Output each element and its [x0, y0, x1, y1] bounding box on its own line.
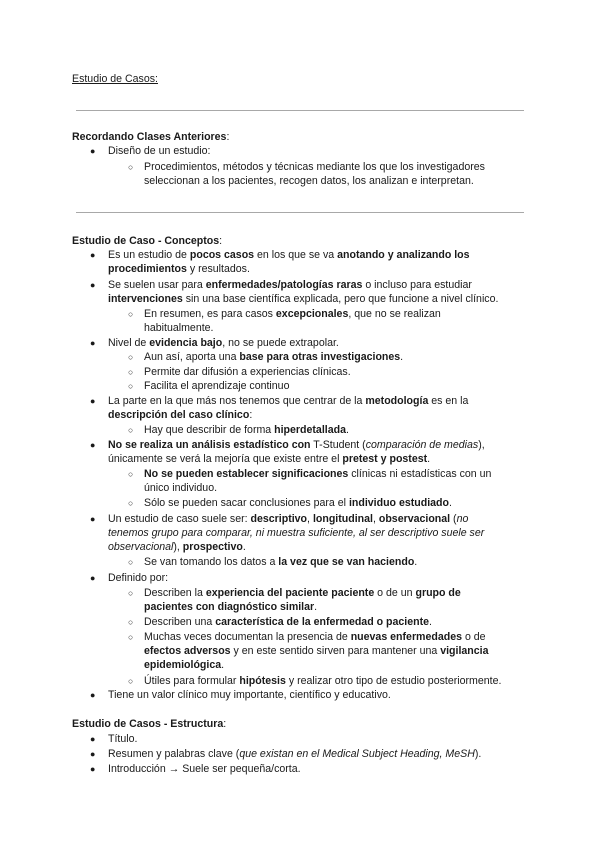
list-item: Resumen y palabras clave (que existan en el Medical Subject Heading, MeSH).: [108, 748, 482, 760]
section-heading-recordando: Recordando Clases Anteriores:: [72, 131, 230, 143]
sub-bullet-icon: ○: [128, 498, 134, 508]
bullet-icon: ●: [90, 573, 96, 583]
list-item-text: pacientes con diagnóstico similar.: [144, 601, 318, 613]
list-item-text: seleccionan a los pacientes, recogen datos, los analizan e interpretan.: [144, 175, 474, 187]
sub-bullet-icon: ○: [128, 425, 134, 435]
list-item-text: intervenciones sin una base científica explicada, pero que funcione a nivel clínico.: [108, 293, 499, 305]
list-item-text: efectos adversos y en este sentido sirven para mantener una vigilancia: [144, 645, 489, 657]
sub-bullet-icon: ○: [128, 588, 134, 598]
list-item-text: únicamente se verá la mejoría que existe entre el pretest y postest.: [108, 453, 431, 465]
list-item-text: epidemiológica.: [144, 659, 225, 671]
bullet-icon: ●: [90, 734, 96, 744]
list-item: Útiles para formular hipótesis y realizar otro tipo de estudio posteriormente.: [144, 675, 502, 687]
list-item: No se pueden establecer significaciones clínicas ni estadísticas con un: [144, 468, 492, 480]
list-item: En resumen, es para casos excepcionales, que no se realizan: [144, 308, 441, 320]
list-item-text: único individuo.: [144, 482, 218, 494]
list-item: Diseño de un estudio:: [108, 145, 211, 157]
bullet-icon: ●: [90, 146, 96, 156]
list-item: Nivel de evidencia bajo, no se puede extrapolar.: [108, 337, 339, 349]
bullet-icon: ●: [90, 440, 96, 450]
bullet-icon: ●: [90, 749, 96, 759]
list-item: Tiene un valor clínico muy importante, científico y educativo.: [108, 689, 391, 701]
list-item: Aun así, aporta una base para otras investigaciones.: [144, 351, 404, 363]
list-item-text: observacional), prospectivo.: [108, 541, 246, 553]
document-title: Estudio de Casos:: [72, 73, 158, 85]
list-item: La parte en la que más nos tenemos que centrar de la metodología es en la: [108, 395, 469, 407]
sub-bullet-icon: ○: [128, 617, 134, 627]
list-item-text: procedimientos y resultados.: [108, 263, 250, 275]
bullet-icon: ●: [90, 396, 96, 406]
sub-bullet-icon: ○: [128, 367, 134, 377]
divider: [76, 212, 524, 213]
bullet-icon: ●: [90, 764, 96, 774]
sub-bullet-icon: ○: [128, 162, 134, 172]
sub-bullet-icon: ○: [128, 676, 134, 686]
list-item-text: Procedimientos, métodos y técnicas mediante los que los investigadores: [144, 161, 485, 173]
divider: [76, 110, 524, 111]
bullet-icon: ●: [90, 690, 96, 700]
sub-bullet-icon: ○: [128, 469, 134, 479]
list-item: Facilita el aprendizaje continuo: [144, 380, 290, 392]
list-item: No se realiza un análisis estadístico con T-Student (comparación de medias),: [108, 439, 485, 451]
sub-bullet-icon: ○: [128, 352, 134, 362]
bullet-icon: ●: [90, 338, 96, 348]
list-item: Título.: [108, 733, 138, 745]
bullet-icon: ●: [90, 514, 96, 524]
sub-bullet-icon: ○: [128, 381, 134, 391]
list-item: Permite dar difusión a experiencias clínicas.: [144, 366, 351, 378]
list-item: Sólo se pueden sacar conclusiones para el individuo estudiado.: [144, 497, 452, 509]
list-item: Hay que describir de forma hiperdetallada.: [144, 424, 349, 436]
list-item: Se van tomando los datos a la vez que se van haciendo.: [144, 556, 418, 568]
bullet-icon: ●: [90, 250, 96, 260]
list-item: Muchas veces documentan la presencia de nuevas enfermedades o de: [144, 631, 486, 643]
section-heading-conceptos: Estudio de Caso - Conceptos:: [72, 235, 223, 247]
list-item: Describen una característica de la enfermedad o paciente.: [144, 616, 432, 628]
list-item: Se suelen usar para enfermedades/patologías raras o incluso para estudiar: [108, 279, 472, 291]
list-item: Es un estudio de pocos casos en los que se va anotando y analizando los: [108, 249, 470, 261]
bullet-icon: ●: [90, 280, 96, 290]
sub-bullet-icon: ○: [128, 309, 134, 319]
list-item-text: descripción del caso clínico:: [108, 409, 253, 421]
list-item-text: tenemos grupo para comparar, ni muestra suficiente, al ser descriptivo suele ser: [108, 527, 485, 539]
list-item: Un estudio de caso suele ser: descriptivo, longitudinal, observacional (no: [108, 513, 469, 525]
section-heading-estructura: Estudio de Casos - Estructura:: [72, 718, 227, 730]
sub-bullet-icon: ○: [128, 557, 134, 567]
list-item: Definido por:: [108, 572, 169, 584]
sub-bullet-icon: ○: [128, 632, 134, 642]
list-item: Describen la experiencia del paciente paciente o de un grupo de: [144, 587, 461, 599]
list-item-text: habitualmente.: [144, 322, 214, 334]
list-item: Introducción → Suele ser pequeña/corta.: [108, 763, 301, 775]
